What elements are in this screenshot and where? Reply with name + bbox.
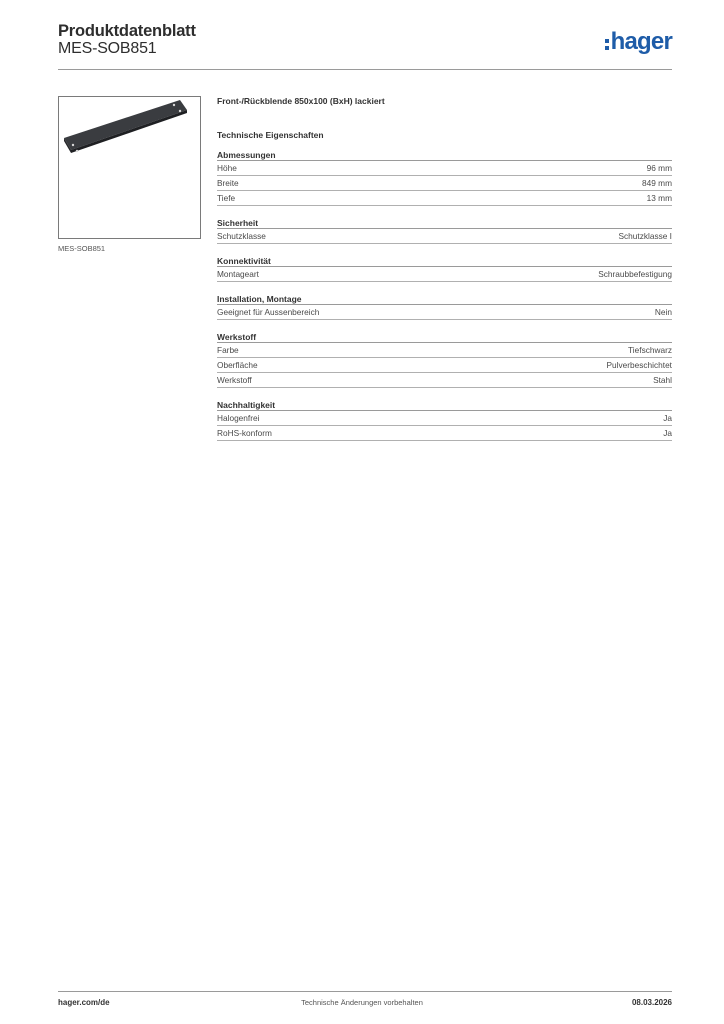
spec-value: 96 mm xyxy=(646,163,672,173)
spec-value: Stahl xyxy=(653,375,672,385)
footer-date: 08.03.2026 xyxy=(631,998,672,1007)
spec-group xyxy=(217,218,672,244)
spec-label: Oberfläche xyxy=(217,360,258,370)
spec-row xyxy=(217,191,672,206)
spec-row xyxy=(217,343,672,358)
spec-group-title: Sicherheit xyxy=(217,218,672,229)
footer-notice: Technische Änderungen vorbehalten xyxy=(301,998,423,1007)
spec-row xyxy=(217,267,672,282)
spec-group-title: Installation, Montage xyxy=(217,294,672,305)
black-panel-plate-icon xyxy=(59,97,200,238)
spec-row xyxy=(217,176,672,191)
spec-label: Tiefe xyxy=(217,193,236,203)
spec-row xyxy=(217,229,672,244)
spec-value: 849 mm xyxy=(642,178,672,188)
product-name: Front-/Rückblende 850x100 (BxH) lackiert xyxy=(217,96,385,106)
spec-groups xyxy=(217,150,672,441)
spec-row xyxy=(217,426,672,441)
spec-group xyxy=(217,150,672,206)
spec-group-title: Konnektivität xyxy=(217,256,672,267)
product-image xyxy=(58,96,201,239)
hager-logo xyxy=(605,28,672,56)
spec-label: Geeignet für Aussenbereich xyxy=(217,307,320,317)
spec-group xyxy=(217,332,672,388)
spec-label: Montageart xyxy=(217,269,259,279)
spec-value: Schutzklasse I xyxy=(618,231,672,241)
spec-label: Breite xyxy=(217,178,239,188)
spec-row xyxy=(217,411,672,426)
spec-label: Höhe xyxy=(217,163,237,173)
page-header xyxy=(58,20,672,70)
spec-label: Schutzklasse xyxy=(217,231,266,241)
spec-row xyxy=(217,305,672,320)
footer-divider xyxy=(58,991,672,992)
product-image-caption: MES-SOB851 xyxy=(58,244,106,253)
footer-website: hager.com/de xyxy=(58,998,110,1007)
logo-dots-icon xyxy=(605,39,609,50)
spec-label: Werkstoff xyxy=(217,375,252,385)
spec-group-title: Nachhaltigkeit xyxy=(217,400,672,411)
spec-value: Ja xyxy=(663,428,672,438)
spec-value: 13 mm xyxy=(646,193,672,203)
spec-row xyxy=(217,373,672,388)
spec-label: Halogenfrei xyxy=(217,413,260,423)
spec-group xyxy=(217,400,672,441)
spec-value: Tiefschwarz xyxy=(628,345,672,355)
header-divider xyxy=(58,69,672,70)
document-subtitle: MES-SOB851 xyxy=(58,40,157,57)
logo-text: hager xyxy=(610,28,672,55)
spec-group xyxy=(217,256,672,282)
specs-heading: Technische Eigenschaften xyxy=(217,130,324,140)
spec-row xyxy=(217,358,672,373)
spec-group xyxy=(217,294,672,320)
spec-group-title: Werkstoff xyxy=(217,332,672,343)
spec-value: Nein xyxy=(654,307,672,317)
spec-value: Ja xyxy=(663,413,672,423)
spec-value: Schraubbefestigung xyxy=(598,269,672,279)
document-title: Produktdatenblatt xyxy=(58,22,196,40)
spec-value: Pulverbeschichtet xyxy=(606,360,672,370)
spec-group-title: Abmessungen xyxy=(217,150,672,161)
spec-label: RoHS-konform xyxy=(217,428,272,438)
spec-row xyxy=(217,161,672,176)
product-details xyxy=(217,96,672,441)
spec-label: Farbe xyxy=(217,345,239,355)
